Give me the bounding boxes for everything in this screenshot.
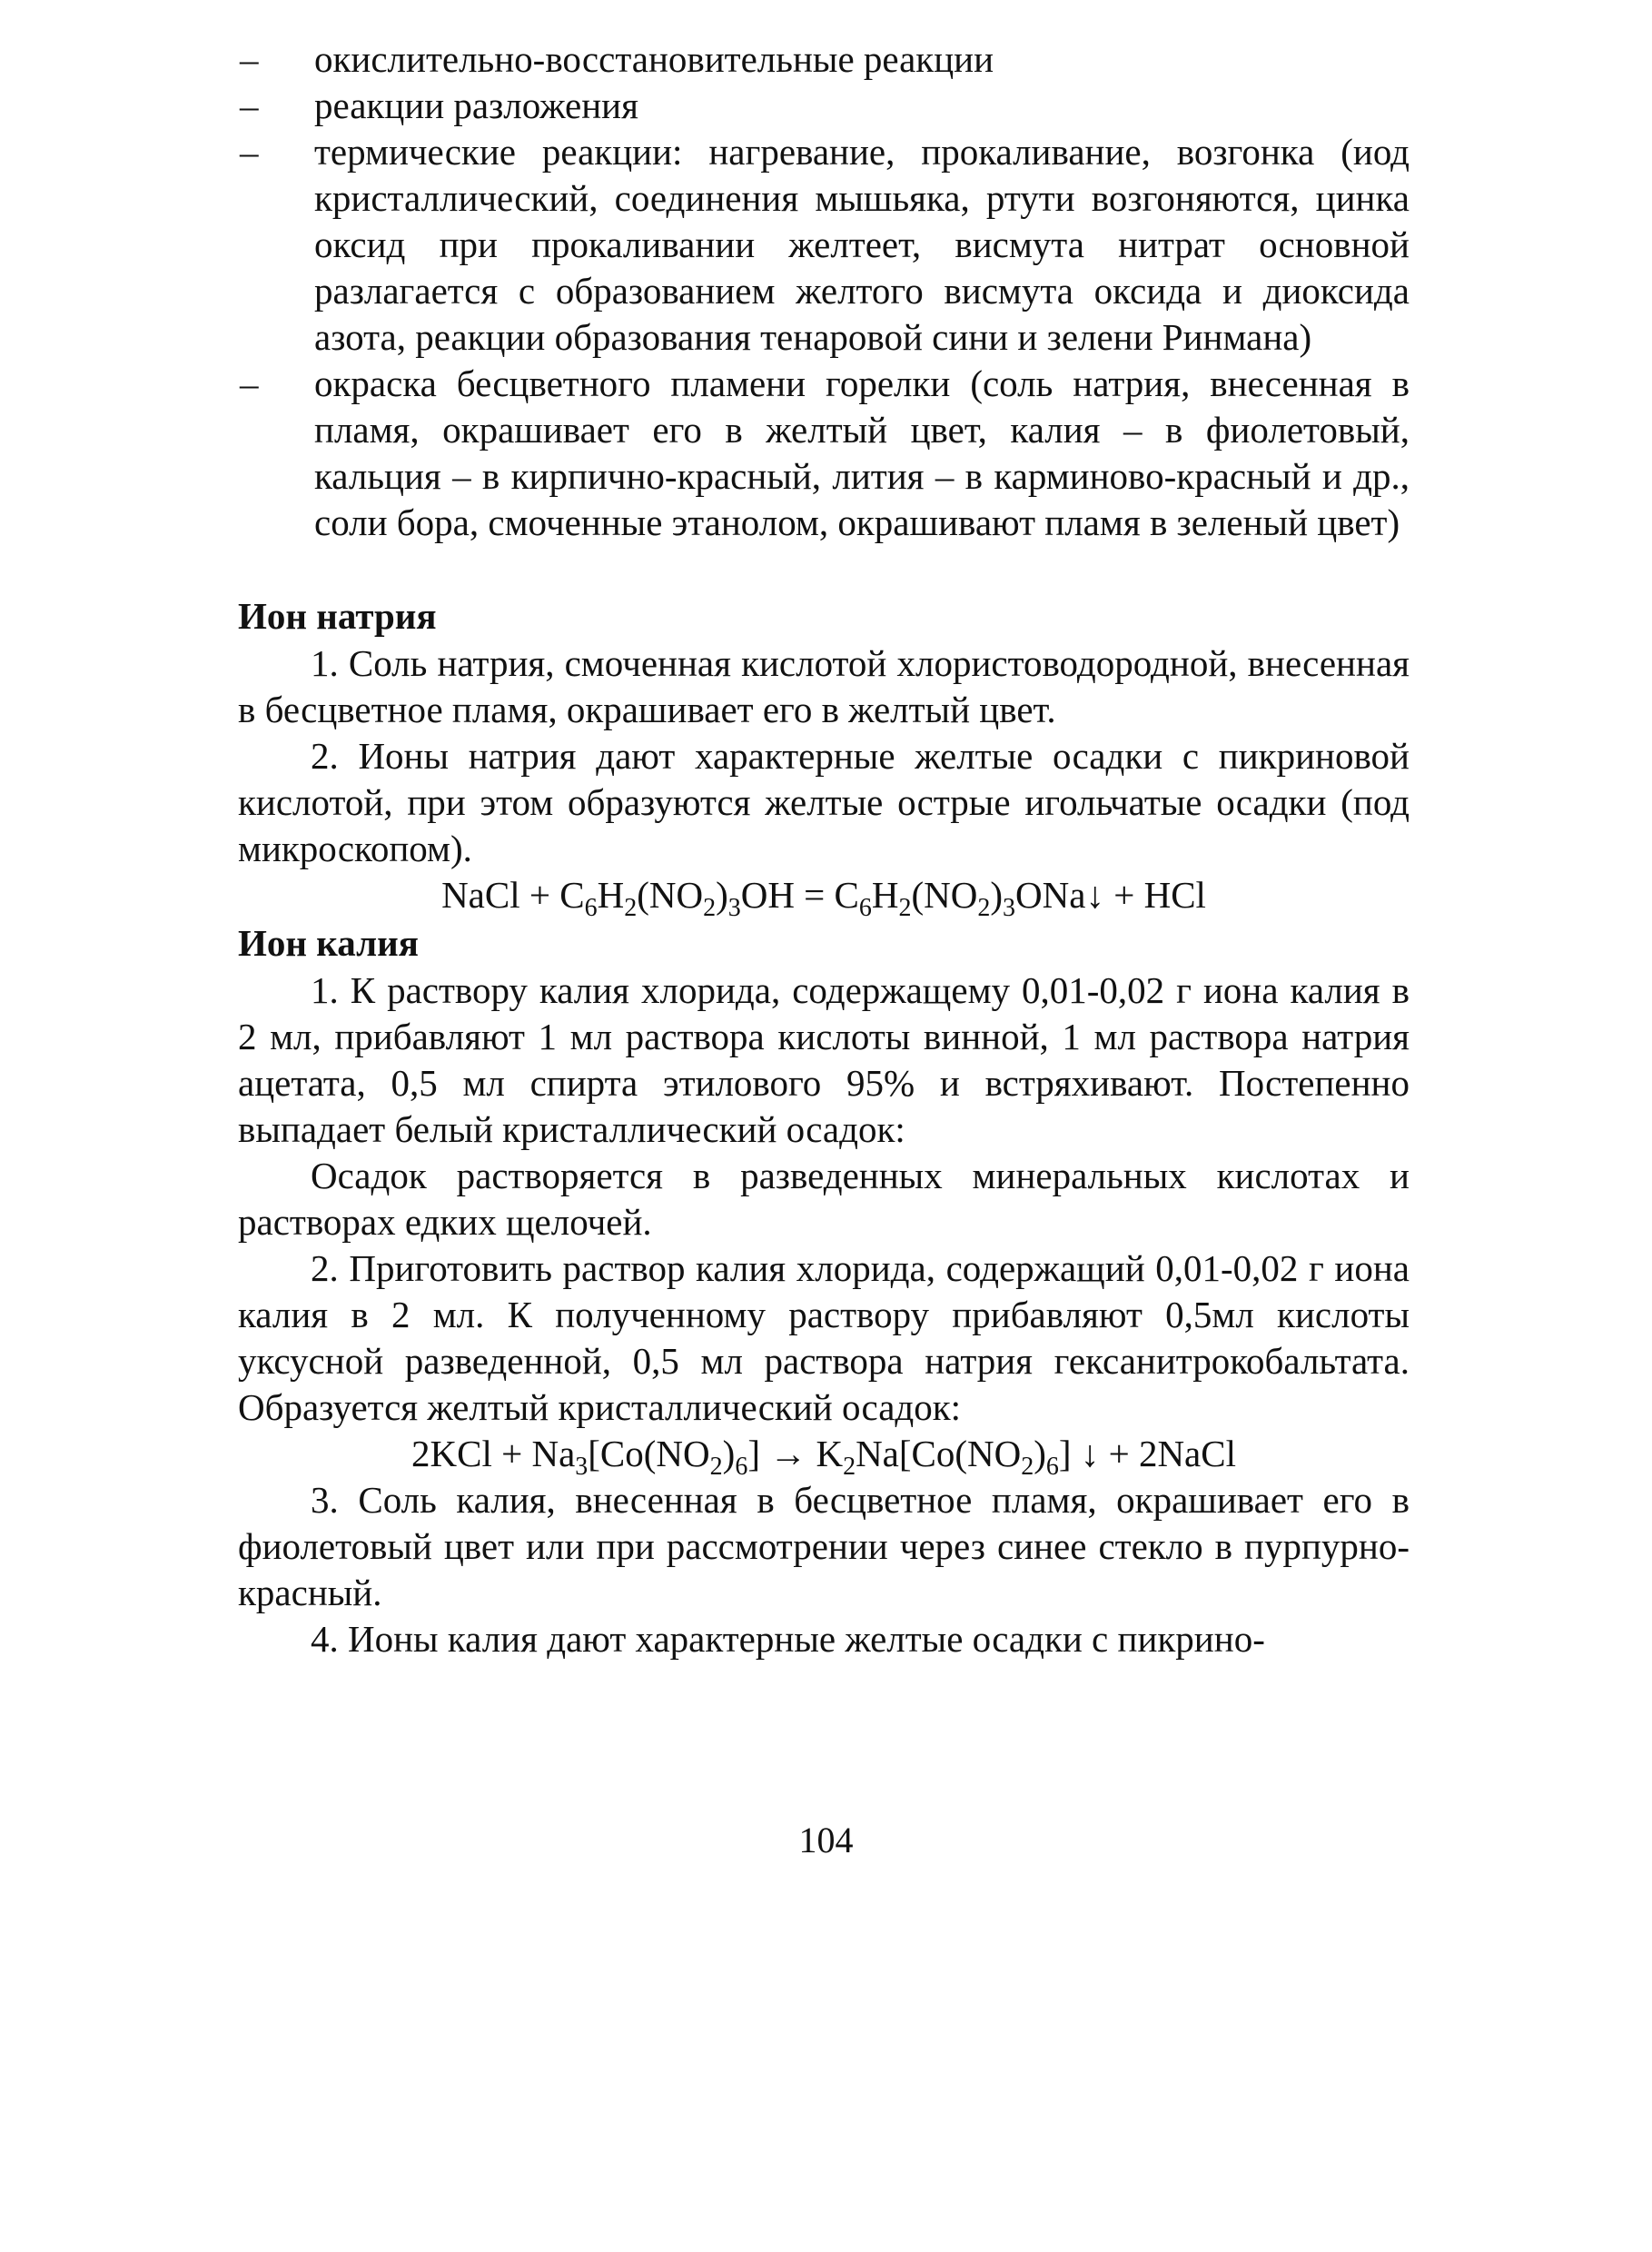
paragraph: 3. Соль калия, внесенная в бесцветное пламя, окрашивает его в фиолетовый цвет или при рассмотрении через синее стекло в пурпурно-красный. bbox=[238, 1479, 1410, 1613]
list-item-text: окислительно-восстановительные реакции bbox=[314, 38, 994, 80]
bullet-dash: – bbox=[240, 38, 259, 80]
section-heading-sodium: Ион натрия bbox=[238, 595, 437, 637]
page-body bbox=[238, 36, 1410, 1662]
list-item bbox=[238, 36, 1410, 83]
paragraph: 1. К раствору калия хлорида, содержащему 0,01-0,02 г иона калия в 2 мл, прибавляют 1 мл раствора кислоты винной, 1 мл раствора натрия ацетата, 0,5 мл спирта этилового 95% и встряхивают. Постепенно выпадает белый кристаллический осадок: bbox=[238, 969, 1410, 1150]
list-item bbox=[238, 129, 1410, 361]
list-item-text: реакции разложения bbox=[314, 84, 638, 126]
list-item bbox=[238, 83, 1410, 129]
list-item-text: окраска бесцветного пламени горелки (соль натрия, внесенная в пламя, окрашивает его в желтый цвет, калия – в фиолетовый, кальция – в кирпично-красный, лития – в карминово-красный и др., соли бора, смоченные этанолом, окрашивают пламя в зеленый цвет) bbox=[314, 362, 1410, 543]
list-item bbox=[238, 361, 1410, 546]
bullet-dash: – bbox=[240, 131, 259, 173]
list-item-text: термические реакции: нагревание, прокаливание, возгонка (иод кристаллический, соединения мышьяка, ртути возгоняются, цинка оксид при прокаливании желтеет, висмута нитрат основной разлагается с образованием желтого висмута оксида и диоксида азота, реакции образования тенаровой сини и зелени Ринмана) bbox=[314, 131, 1410, 358]
paragraph: 2. Приготовить раствор калия хлорида, содержащий 0,01-0,02 г иона калия в 2 мл. К полученному раствору прибавляют 0,5мл кислоты уксусной разведенной, 0,5 мл раствора натрия гексанитрокобальтата. Образуется желтый кристаллический осадок: bbox=[238, 1247, 1410, 1428]
paragraph: 1. Соль натрия, смоченная кислотой хлористоводородной, внесенная в бесцветное пламя, окрашивает его в желтый цвет. bbox=[238, 642, 1410, 730]
section-heading-potassium: Ион калия bbox=[238, 922, 419, 964]
bullet-dash: – bbox=[240, 362, 259, 404]
spacer bbox=[238, 546, 1410, 591]
bullet-dash: – bbox=[240, 84, 259, 126]
page-number: 104 bbox=[798, 1820, 854, 1860]
equation-sodium-picrate: NaCl + $C_6H_2(NO_2)_3OH$ = $C_6H_2(NO_2)_3ONa↓$ + HCl bbox=[441, 874, 1206, 923]
paragraph: 4. Ионы калия дают характерные желтые осадки с пикрино- bbox=[311, 1618, 1265, 1660]
paragraph: Осадок растворяется в разведенных минеральных кислотах и растворах едких щелочей. bbox=[238, 1155, 1410, 1243]
equation-potassium-cobaltinitrite: $2KCl + Na_3[Co(NO_2)_6] \to K_2Na[Co(NO_2)_6]$ ↓ + 2NaCl bbox=[411, 1433, 1236, 1482]
paragraph: 2. Ионы натрия дают характерные желтые осадки с пикриновой кислотой, при этом образуются желтые острые игольчатые осадки (под микроскопом). bbox=[238, 735, 1410, 869]
